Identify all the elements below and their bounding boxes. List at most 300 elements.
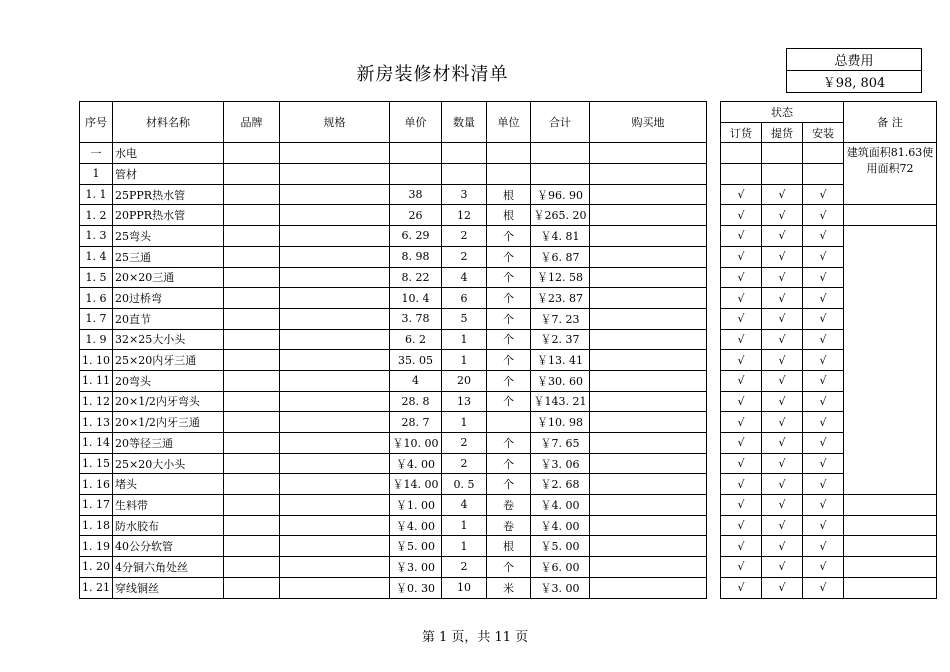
spacer-cell	[707, 288, 721, 309]
row-price	[390, 143, 442, 164]
spacer-cell	[707, 536, 721, 557]
row-picked: √	[762, 350, 803, 371]
row-price: 6. 2	[390, 329, 442, 350]
header-installed: 安装	[803, 122, 844, 143]
row-name: 20弯头	[113, 370, 224, 391]
row-installed: √	[803, 474, 844, 495]
row-picked: √	[762, 495, 803, 516]
row-ordered: √	[721, 453, 762, 474]
row-seq: 1. 11	[80, 370, 113, 391]
row-spec	[280, 536, 390, 557]
row-sum: ￥12. 58	[531, 267, 590, 288]
row-sum: ￥96. 90	[531, 184, 590, 205]
row-qty: 2	[442, 226, 487, 247]
row-picked: √	[762, 370, 803, 391]
row-name: 25×20大小头	[113, 453, 224, 474]
row-qty: 2	[442, 246, 487, 267]
row-sum: ￥4. 00	[531, 495, 590, 516]
row-picked	[762, 164, 803, 185]
spacer-cell	[707, 267, 721, 288]
row-brand	[224, 267, 280, 288]
row-qty: 2	[442, 453, 487, 474]
row-ordered: √	[721, 577, 762, 598]
row-unit: 个	[487, 267, 531, 288]
table-row	[80, 164, 937, 185]
row-price: 38	[390, 184, 442, 205]
row-place	[590, 226, 707, 247]
row-ordered: √	[721, 391, 762, 412]
row-qty	[442, 164, 487, 185]
row-spec	[280, 557, 390, 578]
header-place: 购买地	[590, 102, 707, 143]
row-installed: √	[803, 329, 844, 350]
row-sum: ￥4. 00	[531, 515, 590, 536]
row-spec	[280, 577, 390, 598]
row-ordered: √	[721, 536, 762, 557]
row-unit: 个	[487, 370, 531, 391]
row-name: 防水胶布	[113, 515, 224, 536]
header-row	[80, 102, 937, 123]
row-brand	[224, 391, 280, 412]
row-installed: √	[803, 391, 844, 412]
row-installed	[803, 143, 844, 164]
spacer-cell	[707, 495, 721, 516]
row-place	[590, 184, 707, 205]
row-seq: 1. 9	[80, 329, 113, 350]
row-picked: √	[762, 433, 803, 454]
row-sum: ￥265. 20	[531, 205, 590, 226]
row-unit: 个	[487, 288, 531, 309]
row-seq: 1. 13	[80, 412, 113, 433]
table-row	[80, 536, 937, 557]
row-seq: 1. 14	[80, 433, 113, 454]
row-remark	[844, 226, 937, 495]
row-unit: 卷	[487, 515, 531, 536]
spacer-cell	[707, 143, 721, 164]
header-unit: 单位	[487, 102, 531, 143]
row-place	[590, 267, 707, 288]
row-spec	[280, 412, 390, 433]
row-picked: √	[762, 391, 803, 412]
row-sum: ￥7. 23	[531, 308, 590, 329]
row-price: 6. 29	[390, 226, 442, 247]
row-spec	[280, 370, 390, 391]
row-unit: 个	[487, 308, 531, 329]
row-name: 20PPR热水管	[113, 205, 224, 226]
table-row	[80, 184, 937, 205]
row-name: 4分铜六角处丝	[113, 557, 224, 578]
row-brand	[224, 308, 280, 329]
row-unit: 个	[487, 433, 531, 454]
row-place	[590, 329, 707, 350]
table-row	[80, 474, 937, 495]
row-ordered: √	[721, 515, 762, 536]
header-name: 材料名称	[113, 102, 224, 143]
row-unit: 个	[487, 246, 531, 267]
row-seq: 1. 2	[80, 205, 113, 226]
row-sum: ￥6. 87	[531, 246, 590, 267]
row-sum: ￥10. 98	[531, 412, 590, 433]
row-qty: 12	[442, 205, 487, 226]
row-place	[590, 370, 707, 391]
row-place	[590, 143, 707, 164]
row-brand	[224, 184, 280, 205]
table-row	[80, 557, 937, 578]
row-qty: 3	[442, 184, 487, 205]
table-row	[80, 205, 937, 226]
row-place	[590, 391, 707, 412]
row-picked: √	[762, 288, 803, 309]
row-unit: 个	[487, 391, 531, 412]
table-row	[80, 288, 937, 309]
row-picked: √	[762, 577, 803, 598]
row-installed: √	[803, 288, 844, 309]
row-qty: 4	[442, 495, 487, 516]
spacer-cell	[707, 246, 721, 267]
row-name: 25PPR热水管	[113, 184, 224, 205]
materials-table	[79, 101, 937, 599]
row-name: 20×1/2内牙三通	[113, 412, 224, 433]
table-row	[80, 246, 937, 267]
row-seq: 1. 4	[80, 246, 113, 267]
row-sum: ￥2. 68	[531, 474, 590, 495]
row-picked: √	[762, 246, 803, 267]
header-spec: 规格	[280, 102, 390, 143]
row-sum	[531, 164, 590, 185]
row-spec	[280, 205, 390, 226]
row-price: 35. 05	[390, 350, 442, 371]
row-unit: 个	[487, 350, 531, 371]
row-spec	[280, 246, 390, 267]
row-remark	[844, 515, 937, 536]
row-brand	[224, 246, 280, 267]
row-name: 堵头	[113, 474, 224, 495]
row-ordered: √	[721, 226, 762, 247]
row-installed: √	[803, 184, 844, 205]
spacer-cell	[707, 350, 721, 371]
row-name: 20等径三通	[113, 433, 224, 454]
row-ordered: √	[721, 246, 762, 267]
table-row	[80, 391, 937, 412]
table-row	[80, 267, 937, 288]
row-picked: √	[762, 226, 803, 247]
row-price: 8. 22	[390, 267, 442, 288]
row-brand	[224, 577, 280, 598]
table-row	[80, 412, 937, 433]
row-qty: 1	[442, 536, 487, 557]
spacer-cell	[707, 205, 721, 226]
row-name: 25×20内牙三通	[113, 350, 224, 371]
row-remark	[844, 577, 937, 598]
row-place	[590, 433, 707, 454]
row-unit: 个	[487, 474, 531, 495]
row-seq: 1. 12	[80, 391, 113, 412]
row-sum: ￥3. 00	[531, 577, 590, 598]
row-place	[590, 164, 707, 185]
spacer-cell	[707, 164, 721, 185]
page-footer: 第 1 页，共 11 页	[421, 630, 529, 645]
header-qty: 数量	[442, 102, 487, 143]
row-unit	[487, 412, 531, 433]
row-seq: 1	[80, 164, 113, 185]
row-spec	[280, 329, 390, 350]
sheet-title: 新房装修材料清单	[356, 64, 509, 85]
remark-note: 建筑面积81.63使用面积72	[844, 143, 937, 205]
row-unit	[487, 143, 531, 164]
row-installed: √	[803, 536, 844, 557]
row-price: 8. 98	[390, 246, 442, 267]
row-spec	[280, 495, 390, 516]
row-qty: 13	[442, 391, 487, 412]
row-installed: √	[803, 515, 844, 536]
row-unit: 米	[487, 577, 531, 598]
row-remark	[844, 495, 937, 516]
row-spec	[280, 164, 390, 185]
row-sum	[531, 143, 590, 164]
row-brand	[224, 474, 280, 495]
row-ordered: √	[721, 350, 762, 371]
row-seq: 1. 15	[80, 453, 113, 474]
row-name: 水电	[113, 143, 224, 164]
row-place	[590, 577, 707, 598]
spacer-cell	[707, 433, 721, 454]
header-brand: 品牌	[224, 102, 280, 143]
row-qty: 4	[442, 267, 487, 288]
row-place	[590, 453, 707, 474]
row-place	[590, 515, 707, 536]
row-price: ￥4. 00	[390, 515, 442, 536]
row-seq: 1. 3	[80, 226, 113, 247]
row-ordered: √	[721, 412, 762, 433]
row-ordered: √	[721, 474, 762, 495]
row-price: 28. 7	[390, 412, 442, 433]
row-seq: 1. 5	[80, 267, 113, 288]
row-installed: √	[803, 350, 844, 371]
row-qty: 5	[442, 308, 487, 329]
row-brand	[224, 226, 280, 247]
row-place	[590, 288, 707, 309]
row-installed	[803, 164, 844, 185]
row-seq: 1. 19	[80, 536, 113, 557]
row-name: 20×20三通	[113, 267, 224, 288]
header-sum: 合计	[531, 102, 590, 143]
row-unit: 个	[487, 557, 531, 578]
row-name: 20×1/2内牙弯头	[113, 391, 224, 412]
spacer-cell	[707, 370, 721, 391]
row-seq: 1. 18	[80, 515, 113, 536]
row-ordered: √	[721, 205, 762, 226]
row-picked: √	[762, 515, 803, 536]
spacer-cell	[707, 515, 721, 536]
row-seq: 1. 10	[80, 350, 113, 371]
row-price: 10. 4	[390, 288, 442, 309]
row-brand	[224, 433, 280, 454]
row-place	[590, 474, 707, 495]
row-ordered: √	[721, 557, 762, 578]
row-picked: √	[762, 308, 803, 329]
row-name: 25弯头	[113, 226, 224, 247]
table-row	[80, 308, 937, 329]
row-unit	[487, 164, 531, 185]
row-spec	[280, 184, 390, 205]
row-spec	[280, 391, 390, 412]
row-sum: ￥5. 00	[531, 536, 590, 557]
row-ordered: √	[721, 267, 762, 288]
row-sum: ￥4. 81	[531, 226, 590, 247]
row-price: ￥5. 00	[390, 536, 442, 557]
row-seq: 1. 20	[80, 557, 113, 578]
row-price: 3. 78	[390, 308, 442, 329]
row-price: 4	[390, 370, 442, 391]
table-row	[80, 350, 937, 371]
row-installed: √	[803, 557, 844, 578]
row-price: ￥14. 00	[390, 474, 442, 495]
row-qty: 1	[442, 412, 487, 433]
row-brand	[224, 143, 280, 164]
header-status: 状态	[721, 102, 844, 123]
row-seq: 1. 7	[80, 308, 113, 329]
row-installed: √	[803, 246, 844, 267]
row-sum: ￥7. 65	[531, 433, 590, 454]
spacer-cell	[707, 453, 721, 474]
row-picked: √	[762, 329, 803, 350]
row-sum: ￥143. 21	[531, 391, 590, 412]
row-brand	[224, 288, 280, 309]
row-remark	[844, 205, 937, 226]
row-qty: 6	[442, 288, 487, 309]
header-seq: 序号	[80, 102, 113, 143]
row-spec	[280, 453, 390, 474]
row-spec	[280, 226, 390, 247]
spacer-cell	[707, 329, 721, 350]
row-brand	[224, 515, 280, 536]
row-picked	[762, 143, 803, 164]
row-sum: ￥13. 41	[531, 350, 590, 371]
row-installed: √	[803, 226, 844, 247]
header-remark: 备 注	[844, 102, 937, 143]
row-price: ￥4. 00	[390, 453, 442, 474]
row-installed: √	[803, 577, 844, 598]
row-name: 生料带	[113, 495, 224, 516]
row-place	[590, 308, 707, 329]
row-spec	[280, 288, 390, 309]
row-unit: 根	[487, 536, 531, 557]
table-row	[80, 495, 937, 516]
table-row	[80, 143, 937, 164]
spacer-cell	[707, 226, 721, 247]
table-row	[80, 226, 937, 247]
row-remark	[844, 536, 937, 557]
row-sum: ￥23. 87	[531, 288, 590, 309]
row-place	[590, 557, 707, 578]
row-ordered: √	[721, 495, 762, 516]
row-brand	[224, 329, 280, 350]
row-qty: 20	[442, 370, 487, 391]
header-picked: 提货	[762, 122, 803, 143]
spacer-cell	[707, 391, 721, 412]
spacer-cell	[707, 412, 721, 433]
row-qty	[442, 143, 487, 164]
row-place	[590, 412, 707, 433]
row-place	[590, 205, 707, 226]
row-brand	[224, 495, 280, 516]
row-picked: √	[762, 536, 803, 557]
row-name: 25三通	[113, 246, 224, 267]
spacer-cell	[707, 184, 721, 205]
row-qty: 1	[442, 350, 487, 371]
row-seq: 1. 16	[80, 474, 113, 495]
row-seq: 1. 6	[80, 288, 113, 309]
row-spec	[280, 474, 390, 495]
total-cost-label: 总费用	[787, 49, 922, 71]
spacer-cell	[707, 474, 721, 495]
row-seq: 1. 21	[80, 577, 113, 598]
spacer-cell	[707, 577, 721, 598]
row-picked: √	[762, 557, 803, 578]
row-spec	[280, 433, 390, 454]
row-spec	[280, 267, 390, 288]
row-picked: √	[762, 474, 803, 495]
header-ordered: 订货	[721, 122, 762, 143]
row-price: ￥0. 30	[390, 577, 442, 598]
row-installed: √	[803, 205, 844, 226]
row-brand	[224, 536, 280, 557]
row-unit: 个	[487, 453, 531, 474]
table-row	[80, 515, 937, 536]
row-spec	[280, 308, 390, 329]
row-installed: √	[803, 433, 844, 454]
row-picked: √	[762, 453, 803, 474]
row-installed: √	[803, 370, 844, 391]
row-ordered: √	[721, 433, 762, 454]
row-installed: √	[803, 267, 844, 288]
row-brand	[224, 412, 280, 433]
row-sum: ￥30. 60	[531, 370, 590, 391]
row-ordered	[721, 143, 762, 164]
row-ordered: √	[721, 184, 762, 205]
row-spec	[280, 350, 390, 371]
row-name: 穿线铜丝	[113, 577, 224, 598]
row-unit: 根	[487, 205, 531, 226]
row-name: 管材	[113, 164, 224, 185]
row-spec	[280, 515, 390, 536]
row-installed: √	[803, 308, 844, 329]
table-row	[80, 370, 937, 391]
row-qty: 0. 5	[442, 474, 487, 495]
row-price: ￥10. 00	[390, 433, 442, 454]
header-price: 单价	[390, 102, 442, 143]
row-ordered: √	[721, 329, 762, 350]
row-qty: 2	[442, 433, 487, 454]
spacer-cell	[707, 308, 721, 329]
table-row	[80, 577, 937, 598]
row-spec	[280, 143, 390, 164]
row-remark	[844, 557, 937, 578]
total-cost-value: ￥98, 804	[787, 71, 922, 93]
row-qty: 1	[442, 515, 487, 536]
row-ordered: √	[721, 308, 762, 329]
row-picked: √	[762, 184, 803, 205]
row-place	[590, 536, 707, 557]
row-unit: 卷	[487, 495, 531, 516]
row-picked: √	[762, 267, 803, 288]
row-price: ￥3. 00	[390, 557, 442, 578]
row-picked: √	[762, 412, 803, 433]
row-qty: 2	[442, 557, 487, 578]
row-price: ￥1. 00	[390, 495, 442, 516]
spacer-cell	[707, 557, 721, 578]
row-seq: 1. 17	[80, 495, 113, 516]
